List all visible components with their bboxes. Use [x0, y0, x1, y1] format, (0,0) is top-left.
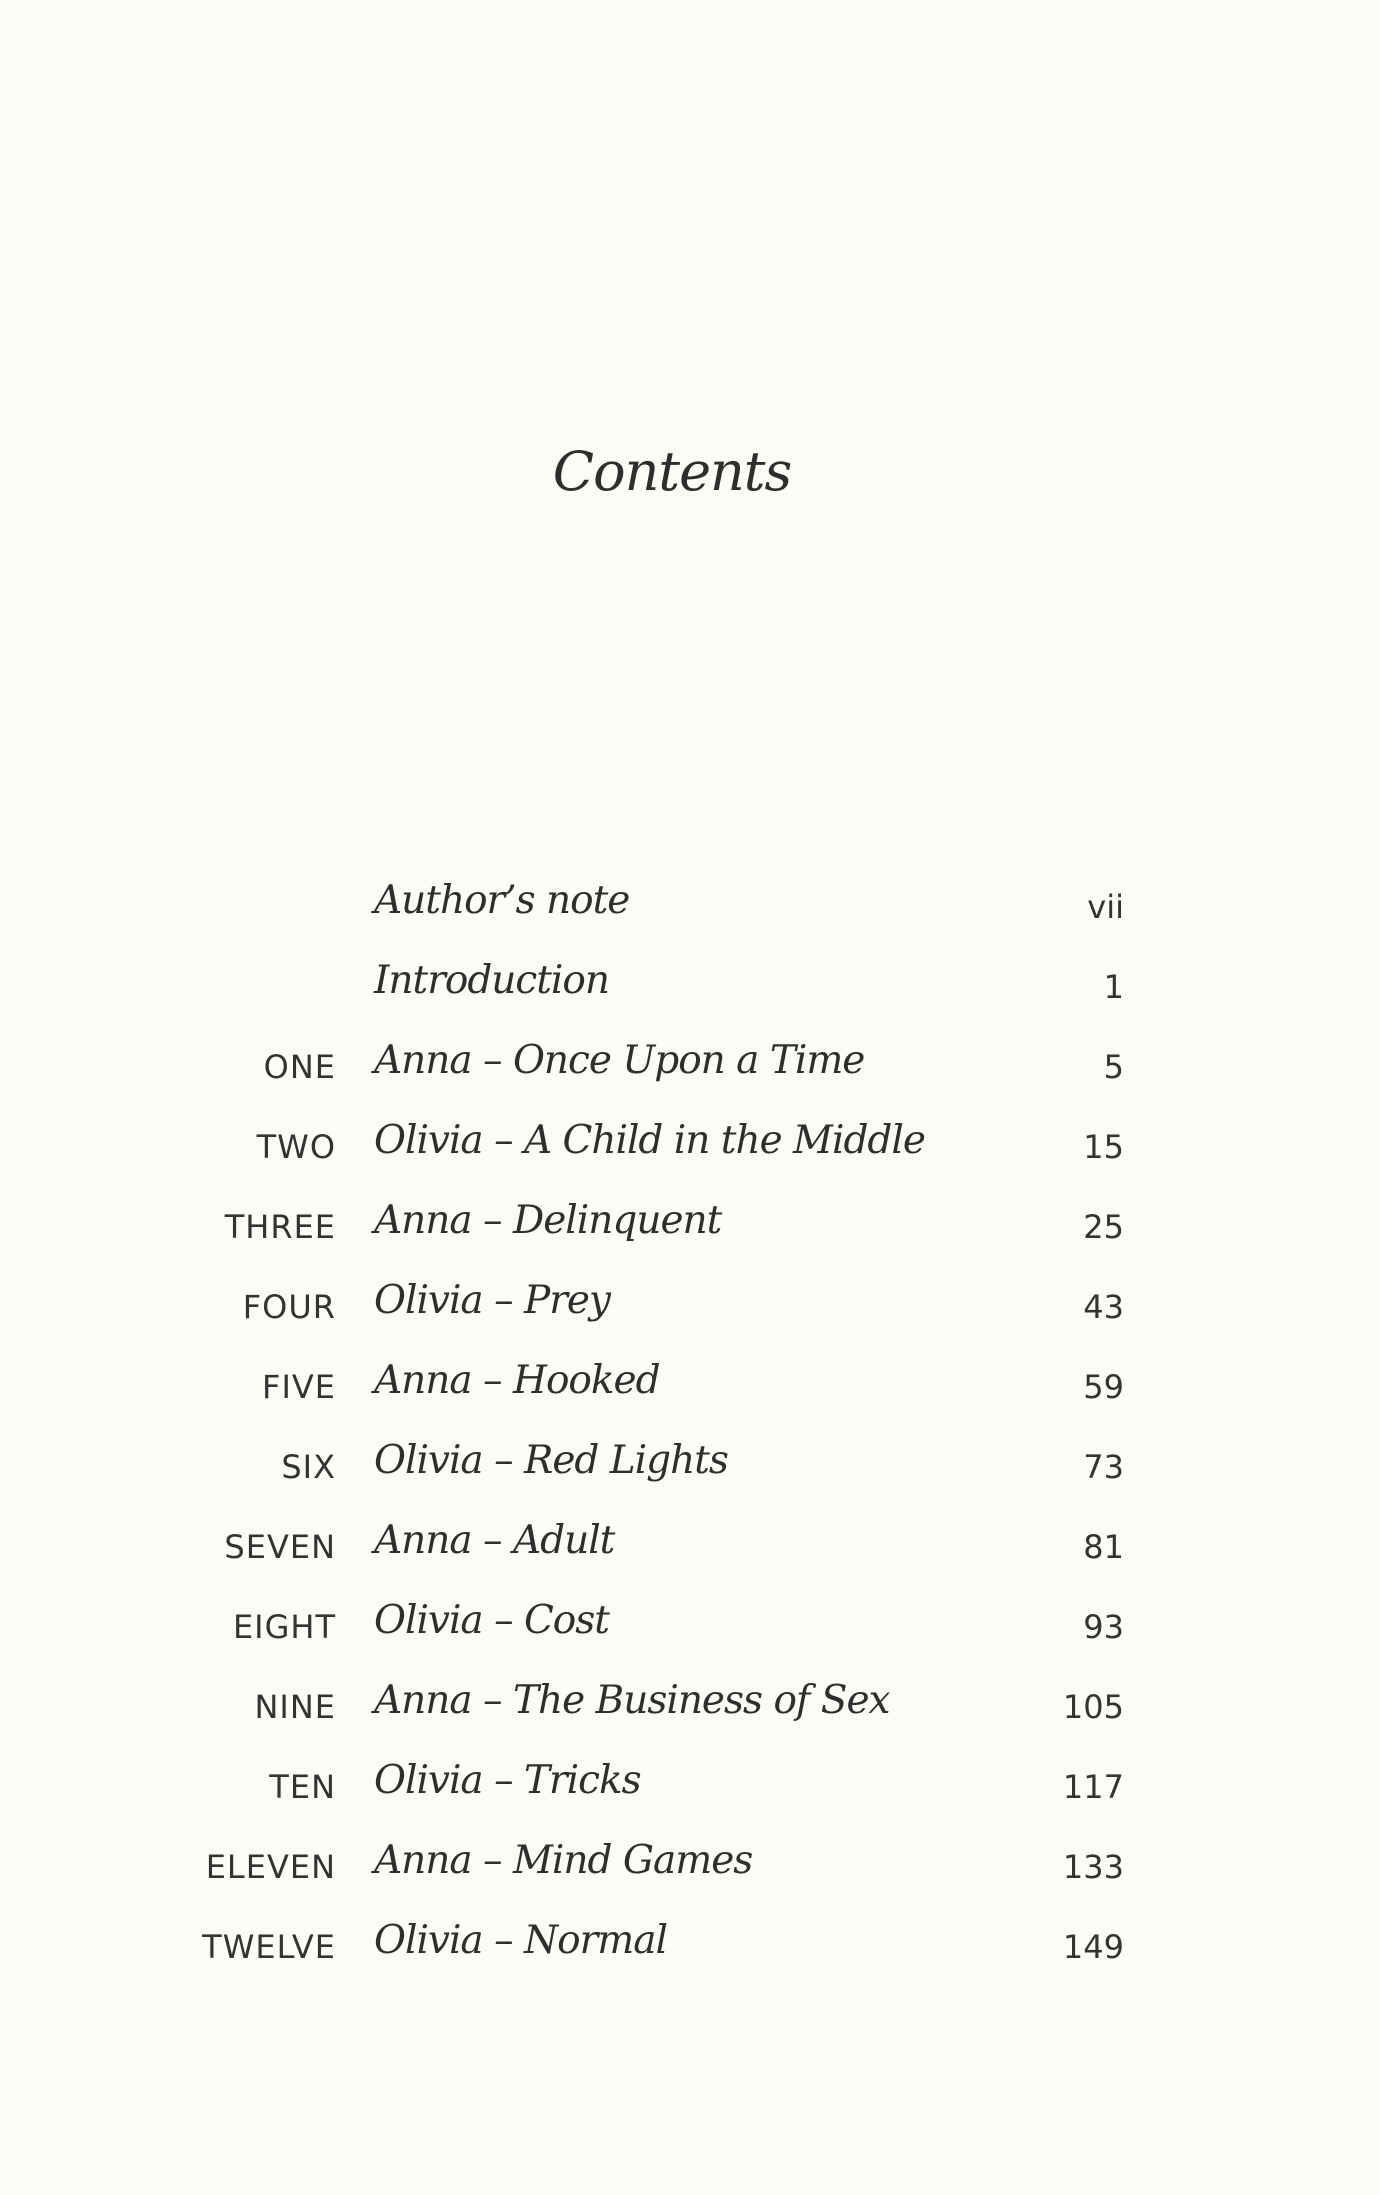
chapter-title: Anna – Hooked	[374, 1358, 660, 1403]
toc-entry	[0, 1510, 1380, 1590]
page-number: 81	[1083, 1528, 1124, 1566]
toc-entry	[0, 1910, 1380, 1990]
chapter-title: Author’s note	[374, 878, 630, 923]
chapter-number: NINE	[254, 1688, 336, 1726]
chapter-number: ONE	[263, 1048, 336, 1086]
chapter-title: Introduction	[374, 958, 609, 1003]
chapter-title: Anna – Mind Games	[374, 1838, 753, 1883]
toc-entry	[0, 1750, 1380, 1830]
chapter-title: Olivia – A Child in the Middle	[374, 1118, 925, 1163]
chapter-number: FOUR	[242, 1288, 336, 1326]
chapter-title: Anna – Delinquent	[374, 1198, 722, 1243]
page-number: 25	[1083, 1208, 1124, 1246]
page-number: 5	[1103, 1048, 1124, 1086]
chapter-title: Olivia – Red Lights	[374, 1438, 728, 1483]
chapter-number: SEVEN	[224, 1528, 336, 1566]
chapter-number: TEN	[269, 1768, 336, 1806]
page-number: 15	[1083, 1128, 1124, 1166]
page-number: 105	[1062, 1688, 1124, 1726]
page-number: 73	[1083, 1448, 1124, 1486]
page-number: 117	[1062, 1768, 1124, 1806]
page-number: vii	[1087, 888, 1124, 926]
chapter-title: Olivia – Normal	[374, 1918, 667, 1963]
page-number: 149	[1062, 1928, 1124, 1966]
page-number: 59	[1083, 1368, 1124, 1406]
toc-entry	[0, 1670, 1380, 1750]
chapter-number: SIX	[281, 1448, 336, 1486]
chapter-title: Olivia – Cost	[374, 1598, 609, 1643]
chapter-number: TWELVE	[202, 1928, 336, 1966]
toc-entry	[0, 1190, 1380, 1270]
chapter-number: THREE	[224, 1208, 336, 1246]
toc-entry	[0, 1590, 1380, 1670]
toc-entry	[0, 1030, 1380, 1110]
chapter-title: Anna – The Business of Sex	[374, 1678, 890, 1723]
toc-entry	[0, 950, 1380, 1030]
toc-entry	[0, 870, 1380, 950]
chapter-number: FIVE	[262, 1368, 336, 1406]
chapter-number: ELEVEN	[205, 1848, 336, 1886]
toc-entry	[0, 1270, 1380, 1350]
page-number: 43	[1083, 1288, 1124, 1326]
page-title: Contents	[552, 440, 792, 503]
chapter-title: Anna – Adult	[374, 1518, 615, 1563]
toc-entry	[0, 1430, 1380, 1510]
chapter-title: Olivia – Tricks	[374, 1758, 641, 1803]
page-number: 1	[1103, 968, 1124, 1006]
toc-entry	[0, 1830, 1380, 1910]
toc-entry	[0, 1110, 1380, 1190]
page-number: 93	[1083, 1608, 1124, 1646]
chapter-title: Anna – Once Upon a Time	[374, 1038, 865, 1083]
chapter-number: TWO	[256, 1128, 336, 1166]
chapter-title: Olivia – Prey	[374, 1278, 610, 1323]
toc-entry	[0, 1350, 1380, 1430]
chapter-number: EIGHT	[232, 1608, 336, 1646]
page-number: 133	[1062, 1848, 1124, 1886]
